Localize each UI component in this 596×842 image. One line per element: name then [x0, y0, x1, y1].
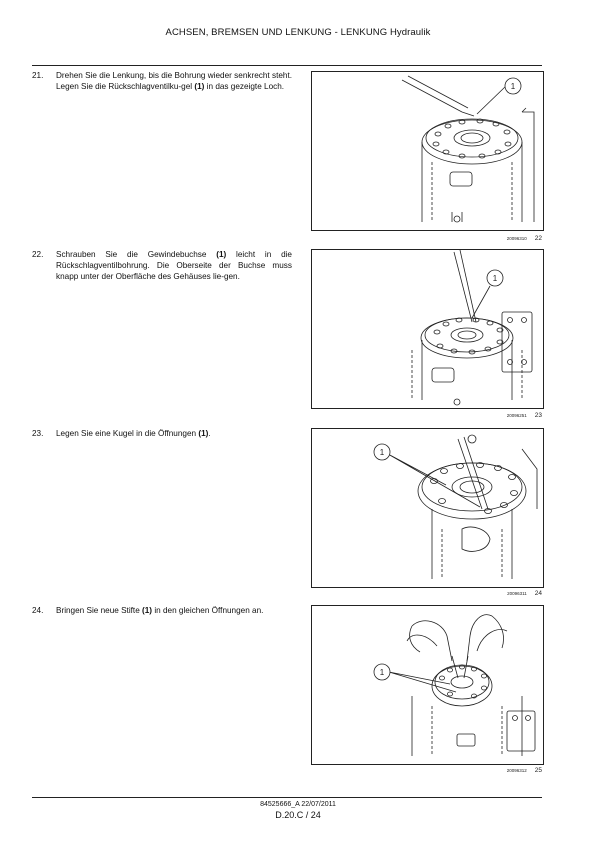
page-number: D.20.C / 24: [275, 810, 321, 820]
figure-caption: 20096312 25: [506, 767, 542, 774]
step-number: 23.: [32, 429, 44, 438]
header-rule: [32, 65, 542, 66]
step-23: [32, 428, 292, 439]
step-22: [32, 249, 292, 282]
step-24: [32, 605, 292, 616]
figure-23: [311, 249, 544, 409]
callout-1: 1: [379, 668, 385, 677]
step-text: Drehen Sie die Lenkung, bis die Bohrung wieder senkrecht steht. Legen Sie die Rückschlagventilku-gel (1) in das gezeigte Loch.: [56, 71, 292, 91]
figure-24: [311, 428, 544, 588]
step-21: [32, 70, 292, 92]
step-text: Bringen Sie neue Stifte (1) in den gleichen Öffnungen an.: [56, 606, 264, 615]
page-header: ACHSEN, BREMSEN UND LENKUNG - LENKUNG Hydraulik: [165, 27, 431, 38]
illustration-steering-valve-ball: [312, 72, 543, 230]
step-text: Legen Sie eine Kugel in die Öffnungen (1).: [56, 429, 211, 438]
figure-caption: 20096251 23: [506, 412, 542, 419]
illustration-balls-in-openings: [312, 429, 543, 587]
document-reference: 84525666_A 22/07/2011: [260, 801, 336, 808]
callout-1: 1: [510, 82, 516, 91]
figure-22: [311, 71, 544, 231]
figure-caption: 20096310 22: [506, 235, 542, 242]
step-text: Schrauben Sie die Gewindebuchse (1) leicht in die Rückschlagventilbohrung. Die Oberseite der Buchse muss knapp unter der Oberfläche des Gehäuses lie-gen.: [56, 250, 292, 281]
figure-25: [311, 605, 544, 765]
callout-1: 1: [492, 274, 498, 283]
footer-rule: [32, 797, 542, 798]
step-number: 24.: [32, 606, 44, 615]
illustration-new-pins: [312, 606, 543, 764]
step-number: 22.: [32, 250, 44, 259]
callout-1: 1: [379, 448, 385, 457]
figure-caption: 20096311 24: [507, 590, 542, 597]
illustration-threaded-bushing: [312, 250, 543, 408]
step-number: 21.: [32, 71, 44, 80]
